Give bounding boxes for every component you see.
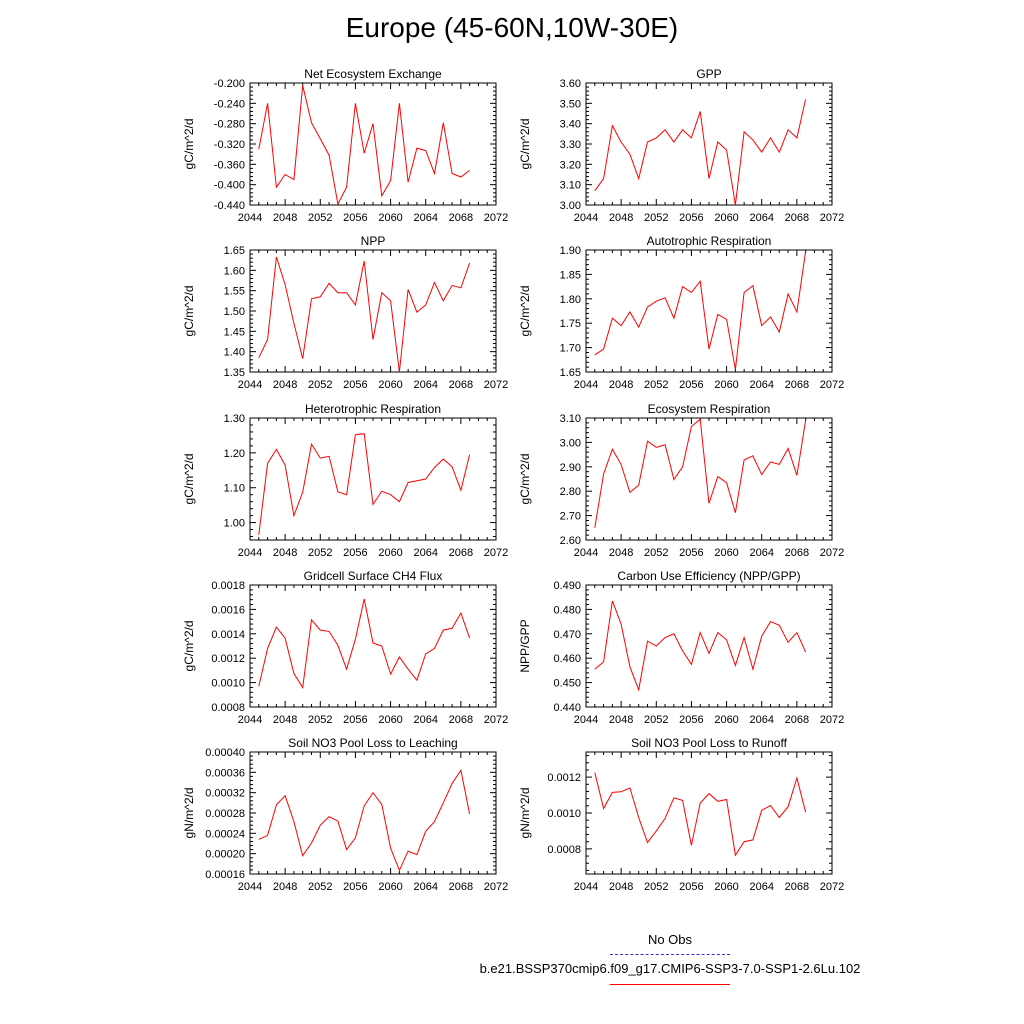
y-tick-label: 0.0016 bbox=[211, 604, 245, 617]
y-axis-label: gC/m^2/d bbox=[518, 285, 532, 337]
y-tick-label: 1.60 bbox=[223, 265, 245, 278]
x-tick-label: 2056 bbox=[343, 212, 368, 224]
y-tick-label: 2.90 bbox=[559, 461, 581, 474]
x-tick-label: 2072 bbox=[483, 547, 509, 559]
x-tick-label: 2068 bbox=[784, 547, 810, 559]
y-tick-label: 3.40 bbox=[559, 118, 581, 131]
x-tick-label: 2048 bbox=[608, 379, 634, 391]
x-tick-label: 2044 bbox=[237, 714, 263, 726]
x-tick-label: 2044 bbox=[573, 714, 599, 726]
plot-frame bbox=[586, 418, 832, 540]
y-tick-label: 3.10 bbox=[559, 179, 581, 192]
y-tick-label: 1.00 bbox=[223, 517, 245, 530]
x-tick-label: 2060 bbox=[714, 714, 739, 726]
y-axis-label: gC/m^2/d bbox=[518, 453, 532, 505]
y-tick-label: 0.0012 bbox=[547, 772, 581, 785]
y-tick-label: 0.00032 bbox=[205, 787, 245, 800]
x-tick-label: 2060 bbox=[378, 714, 403, 726]
y-tick-label: 1.75 bbox=[559, 318, 581, 331]
x-tick-label: 2052 bbox=[308, 714, 333, 726]
x-tick-label: 2060 bbox=[378, 379, 403, 391]
y-tick-label: 0.0014 bbox=[211, 628, 245, 641]
x-tick-label: 2044 bbox=[573, 547, 599, 559]
x-tick-label: 2052 bbox=[308, 547, 333, 559]
plot-frame bbox=[250, 752, 496, 874]
series-line bbox=[259, 86, 470, 205]
chart-title: Soil NO3 Pool Loss to Runoff bbox=[631, 736, 787, 750]
chart-title: GPP bbox=[696, 67, 722, 81]
x-tick-label: 2072 bbox=[483, 714, 509, 726]
x-tick-label: 2052 bbox=[308, 379, 333, 391]
x-tick-label: 2056 bbox=[343, 881, 368, 893]
legend-obs-line bbox=[610, 954, 730, 955]
y-tick-label: 1.30 bbox=[223, 413, 245, 425]
x-tick-label: 2048 bbox=[272, 547, 298, 559]
y-tick-label: 2.70 bbox=[559, 510, 581, 523]
series-line bbox=[259, 434, 470, 535]
x-tick-label: 2048 bbox=[608, 547, 634, 559]
x-tick-label: 2052 bbox=[644, 212, 669, 224]
x-tick-label: 2064 bbox=[749, 714, 774, 726]
x-tick-label: 2056 bbox=[679, 379, 704, 391]
y-axis-label: gN/m^2/d bbox=[518, 787, 532, 839]
chart-title: Heterotrophic Respiration bbox=[304, 402, 442, 416]
y-tick-label: 3.60 bbox=[559, 78, 581, 90]
y-tick-label: -0.360 bbox=[213, 159, 245, 172]
chart-panel-7 bbox=[518, 569, 844, 726]
x-tick-label: 2056 bbox=[679, 714, 704, 726]
x-tick-label: 2048 bbox=[608, 212, 634, 224]
x-tick-label: 2060 bbox=[714, 547, 739, 559]
y-tick-label: 3.00 bbox=[559, 200, 581, 212]
series-line bbox=[259, 257, 470, 372]
x-tick-label: 2072 bbox=[483, 212, 509, 224]
x-tick-label: 2072 bbox=[819, 547, 845, 559]
chart-panel-6 bbox=[182, 569, 508, 726]
y-tick-label: 3.00 bbox=[559, 437, 581, 450]
y-axis-label: gC/m^2/d bbox=[182, 620, 196, 672]
y-tick-label: 0.00040 bbox=[205, 747, 245, 759]
x-tick-label: 2048 bbox=[272, 379, 298, 391]
x-tick-label: 2060 bbox=[714, 379, 739, 391]
x-tick-label: 2064 bbox=[749, 212, 774, 224]
x-tick-label: 2068 bbox=[448, 714, 474, 726]
x-tick-label: 2068 bbox=[784, 379, 810, 391]
x-tick-label: 2060 bbox=[378, 212, 403, 224]
y-tick-label: -0.440 bbox=[213, 200, 245, 212]
x-tick-label: 2064 bbox=[413, 881, 438, 893]
x-tick-label: 2052 bbox=[644, 714, 669, 726]
y-axis-label: gN/m^2/d bbox=[182, 787, 196, 839]
x-tick-label: 2056 bbox=[679, 547, 704, 559]
chart-panel-3 bbox=[518, 234, 844, 391]
chart-panel-1 bbox=[518, 67, 844, 224]
x-tick-label: 2060 bbox=[714, 212, 739, 224]
series-line bbox=[595, 601, 806, 690]
x-tick-label: 2068 bbox=[448, 212, 474, 224]
chart-title: NPP bbox=[360, 234, 386, 248]
y-tick-label: 0.0010 bbox=[547, 808, 581, 820]
plot-frame bbox=[250, 250, 496, 372]
x-tick-label: 2056 bbox=[679, 212, 704, 224]
y-tick-label: 0.00024 bbox=[205, 828, 245, 841]
chart-title: Ecosystem Respiration bbox=[647, 402, 771, 416]
x-tick-label: 2064 bbox=[413, 212, 438, 224]
x-tick-label: 2072 bbox=[819, 714, 845, 726]
y-tick-label: 0.0008 bbox=[547, 843, 581, 856]
main-title: Europe (45-60N,10W-30E) bbox=[345, 12, 679, 43]
plot-frame bbox=[586, 250, 832, 372]
x-tick-label: 2068 bbox=[784, 212, 810, 224]
x-tick-label: 2048 bbox=[272, 714, 298, 726]
x-tick-label: 2048 bbox=[608, 714, 634, 726]
series-line bbox=[595, 773, 806, 856]
x-tick-label: 2044 bbox=[573, 881, 599, 893]
x-tick-label: 2048 bbox=[608, 881, 634, 893]
y-tick-label: 0.0018 bbox=[211, 580, 245, 592]
chart-title: Carbon Use Efficiency (NPP/GPP) bbox=[617, 569, 801, 583]
chart-title: Soil NO3 Pool Loss to Leaching bbox=[288, 736, 458, 750]
x-tick-label: 2044 bbox=[237, 547, 263, 559]
y-tick-label: 1.70 bbox=[559, 342, 581, 355]
y-tick-label: 0.00036 bbox=[205, 767, 245, 780]
y-tick-label: 1.40 bbox=[223, 346, 245, 359]
x-tick-label: 2052 bbox=[644, 547, 669, 559]
x-tick-label: 2044 bbox=[573, 379, 599, 391]
y-tick-label: 0.0010 bbox=[211, 677, 245, 690]
y-tick-label: 2.60 bbox=[559, 535, 581, 547]
y-tick-label: 0.0008 bbox=[211, 702, 245, 714]
y-tick-label: -0.280 bbox=[213, 118, 245, 131]
y-tick-label: 0.00016 bbox=[205, 869, 245, 881]
x-tick-label: 2072 bbox=[819, 881, 845, 893]
plot-frame bbox=[586, 585, 832, 707]
y-tick-label: 0.00028 bbox=[205, 808, 245, 820]
x-tick-label: 2064 bbox=[749, 547, 774, 559]
y-tick-label: 0.450 bbox=[553, 677, 581, 690]
x-tick-label: 2044 bbox=[237, 379, 263, 391]
y-tick-label: 3.20 bbox=[559, 159, 581, 172]
y-axis-label: gC/m^2/d bbox=[182, 453, 196, 505]
plot-frame bbox=[250, 418, 496, 540]
plot-frame bbox=[586, 752, 832, 874]
series-line bbox=[259, 770, 470, 870]
y-tick-label: 1.90 bbox=[559, 245, 581, 257]
y-tick-label: 1.20 bbox=[223, 447, 245, 460]
y-tick-label: 0.0012 bbox=[211, 653, 245, 666]
chart-panel-8 bbox=[182, 736, 508, 893]
y-tick-label: 1.45 bbox=[223, 326, 245, 339]
y-tick-label: 3.50 bbox=[559, 98, 581, 111]
chart-panel-9 bbox=[518, 736, 844, 893]
x-tick-label: 2072 bbox=[819, 379, 845, 391]
y-tick-label: 3.30 bbox=[559, 139, 581, 151]
x-tick-label: 2060 bbox=[378, 547, 403, 559]
chart-title: Autotrophic Respiration bbox=[646, 234, 772, 248]
chart-panel-2 bbox=[182, 234, 508, 391]
y-tick-label: 0.440 bbox=[553, 702, 581, 714]
y-tick-label: 2.80 bbox=[559, 486, 581, 499]
x-tick-label: 2052 bbox=[308, 881, 333, 893]
x-tick-label: 2072 bbox=[819, 212, 845, 224]
y-axis-label: NPP/GPP bbox=[518, 619, 532, 673]
plot-frame bbox=[250, 83, 496, 205]
legend-model-line bbox=[610, 984, 730, 985]
y-tick-label: 1.80 bbox=[559, 293, 581, 306]
y-tick-label: 0.480 bbox=[553, 604, 581, 617]
series-line bbox=[595, 252, 806, 370]
x-tick-label: 2052 bbox=[308, 212, 333, 224]
x-tick-label: 2068 bbox=[784, 714, 810, 726]
y-tick-label: -0.200 bbox=[213, 78, 245, 90]
series-line bbox=[259, 599, 470, 688]
y-tick-label: 0.00020 bbox=[205, 848, 245, 861]
y-tick-label: 3.10 bbox=[559, 413, 581, 425]
chart-title: Gridcell Surface CH4 Flux bbox=[303, 569, 443, 583]
x-tick-label: 2068 bbox=[448, 881, 474, 893]
x-tick-label: 2064 bbox=[413, 379, 438, 391]
y-tick-label: 1.50 bbox=[223, 306, 245, 318]
x-tick-label: 2056 bbox=[343, 379, 368, 391]
x-tick-label: 2060 bbox=[378, 881, 403, 893]
y-tick-label: 1.10 bbox=[223, 482, 245, 495]
y-tick-label: 1.65 bbox=[223, 245, 245, 257]
chart-panel-5 bbox=[518, 402, 844, 559]
x-tick-label: 2048 bbox=[272, 212, 298, 224]
x-tick-label: 2052 bbox=[644, 881, 669, 893]
y-axis-label: gC/m^2/d bbox=[182, 285, 196, 337]
y-tick-label: 0.460 bbox=[553, 653, 581, 666]
chart-panel-4 bbox=[182, 402, 508, 559]
y-tick-label: -0.320 bbox=[213, 139, 245, 151]
y-tick-label: 1.35 bbox=[223, 367, 245, 379]
x-tick-label: 2044 bbox=[573, 212, 599, 224]
legend-model-label: b.e21.BSSP370cmip6.f09_g17.CMIP6-SSP3-7.0-SSP1-2.6Lu.102 bbox=[479, 961, 861, 976]
x-tick-label: 2068 bbox=[448, 379, 474, 391]
x-tick-label: 2052 bbox=[644, 379, 669, 391]
x-tick-label: 2068 bbox=[448, 547, 474, 559]
y-axis-label: gC/m^2/d bbox=[518, 118, 532, 170]
x-tick-label: 2056 bbox=[343, 547, 368, 559]
y-tick-label: 0.470 bbox=[553, 628, 581, 641]
y-tick-label: 1.65 bbox=[559, 367, 581, 379]
x-tick-label: 2072 bbox=[483, 881, 509, 893]
x-tick-label: 2048 bbox=[272, 881, 298, 893]
x-tick-label: 2064 bbox=[749, 881, 774, 893]
chart-title: Net Ecosystem Exchange bbox=[304, 67, 442, 81]
series-line bbox=[595, 419, 806, 528]
x-tick-label: 2064 bbox=[413, 714, 438, 726]
y-tick-label: -0.400 bbox=[213, 179, 245, 192]
y-tick-label: 1.55 bbox=[223, 285, 245, 298]
x-tick-label: 2056 bbox=[343, 714, 368, 726]
y-axis-label: gC/m^2/d bbox=[182, 118, 196, 170]
x-tick-label: 2064 bbox=[749, 379, 774, 391]
chart-panel-0 bbox=[182, 67, 508, 224]
legend-obs-label: No Obs bbox=[647, 932, 693, 947]
y-tick-label: -0.240 bbox=[213, 98, 245, 111]
x-tick-label: 2056 bbox=[679, 881, 704, 893]
x-tick-label: 2044 bbox=[237, 881, 263, 893]
x-tick-label: 2072 bbox=[483, 379, 509, 391]
x-tick-label: 2044 bbox=[237, 212, 263, 224]
x-tick-label: 2064 bbox=[413, 547, 438, 559]
x-tick-label: 2060 bbox=[714, 881, 739, 893]
x-tick-label: 2068 bbox=[784, 881, 810, 893]
series-line bbox=[595, 99, 806, 205]
y-tick-label: 0.490 bbox=[553, 580, 581, 592]
y-tick-label: 1.85 bbox=[559, 269, 581, 282]
